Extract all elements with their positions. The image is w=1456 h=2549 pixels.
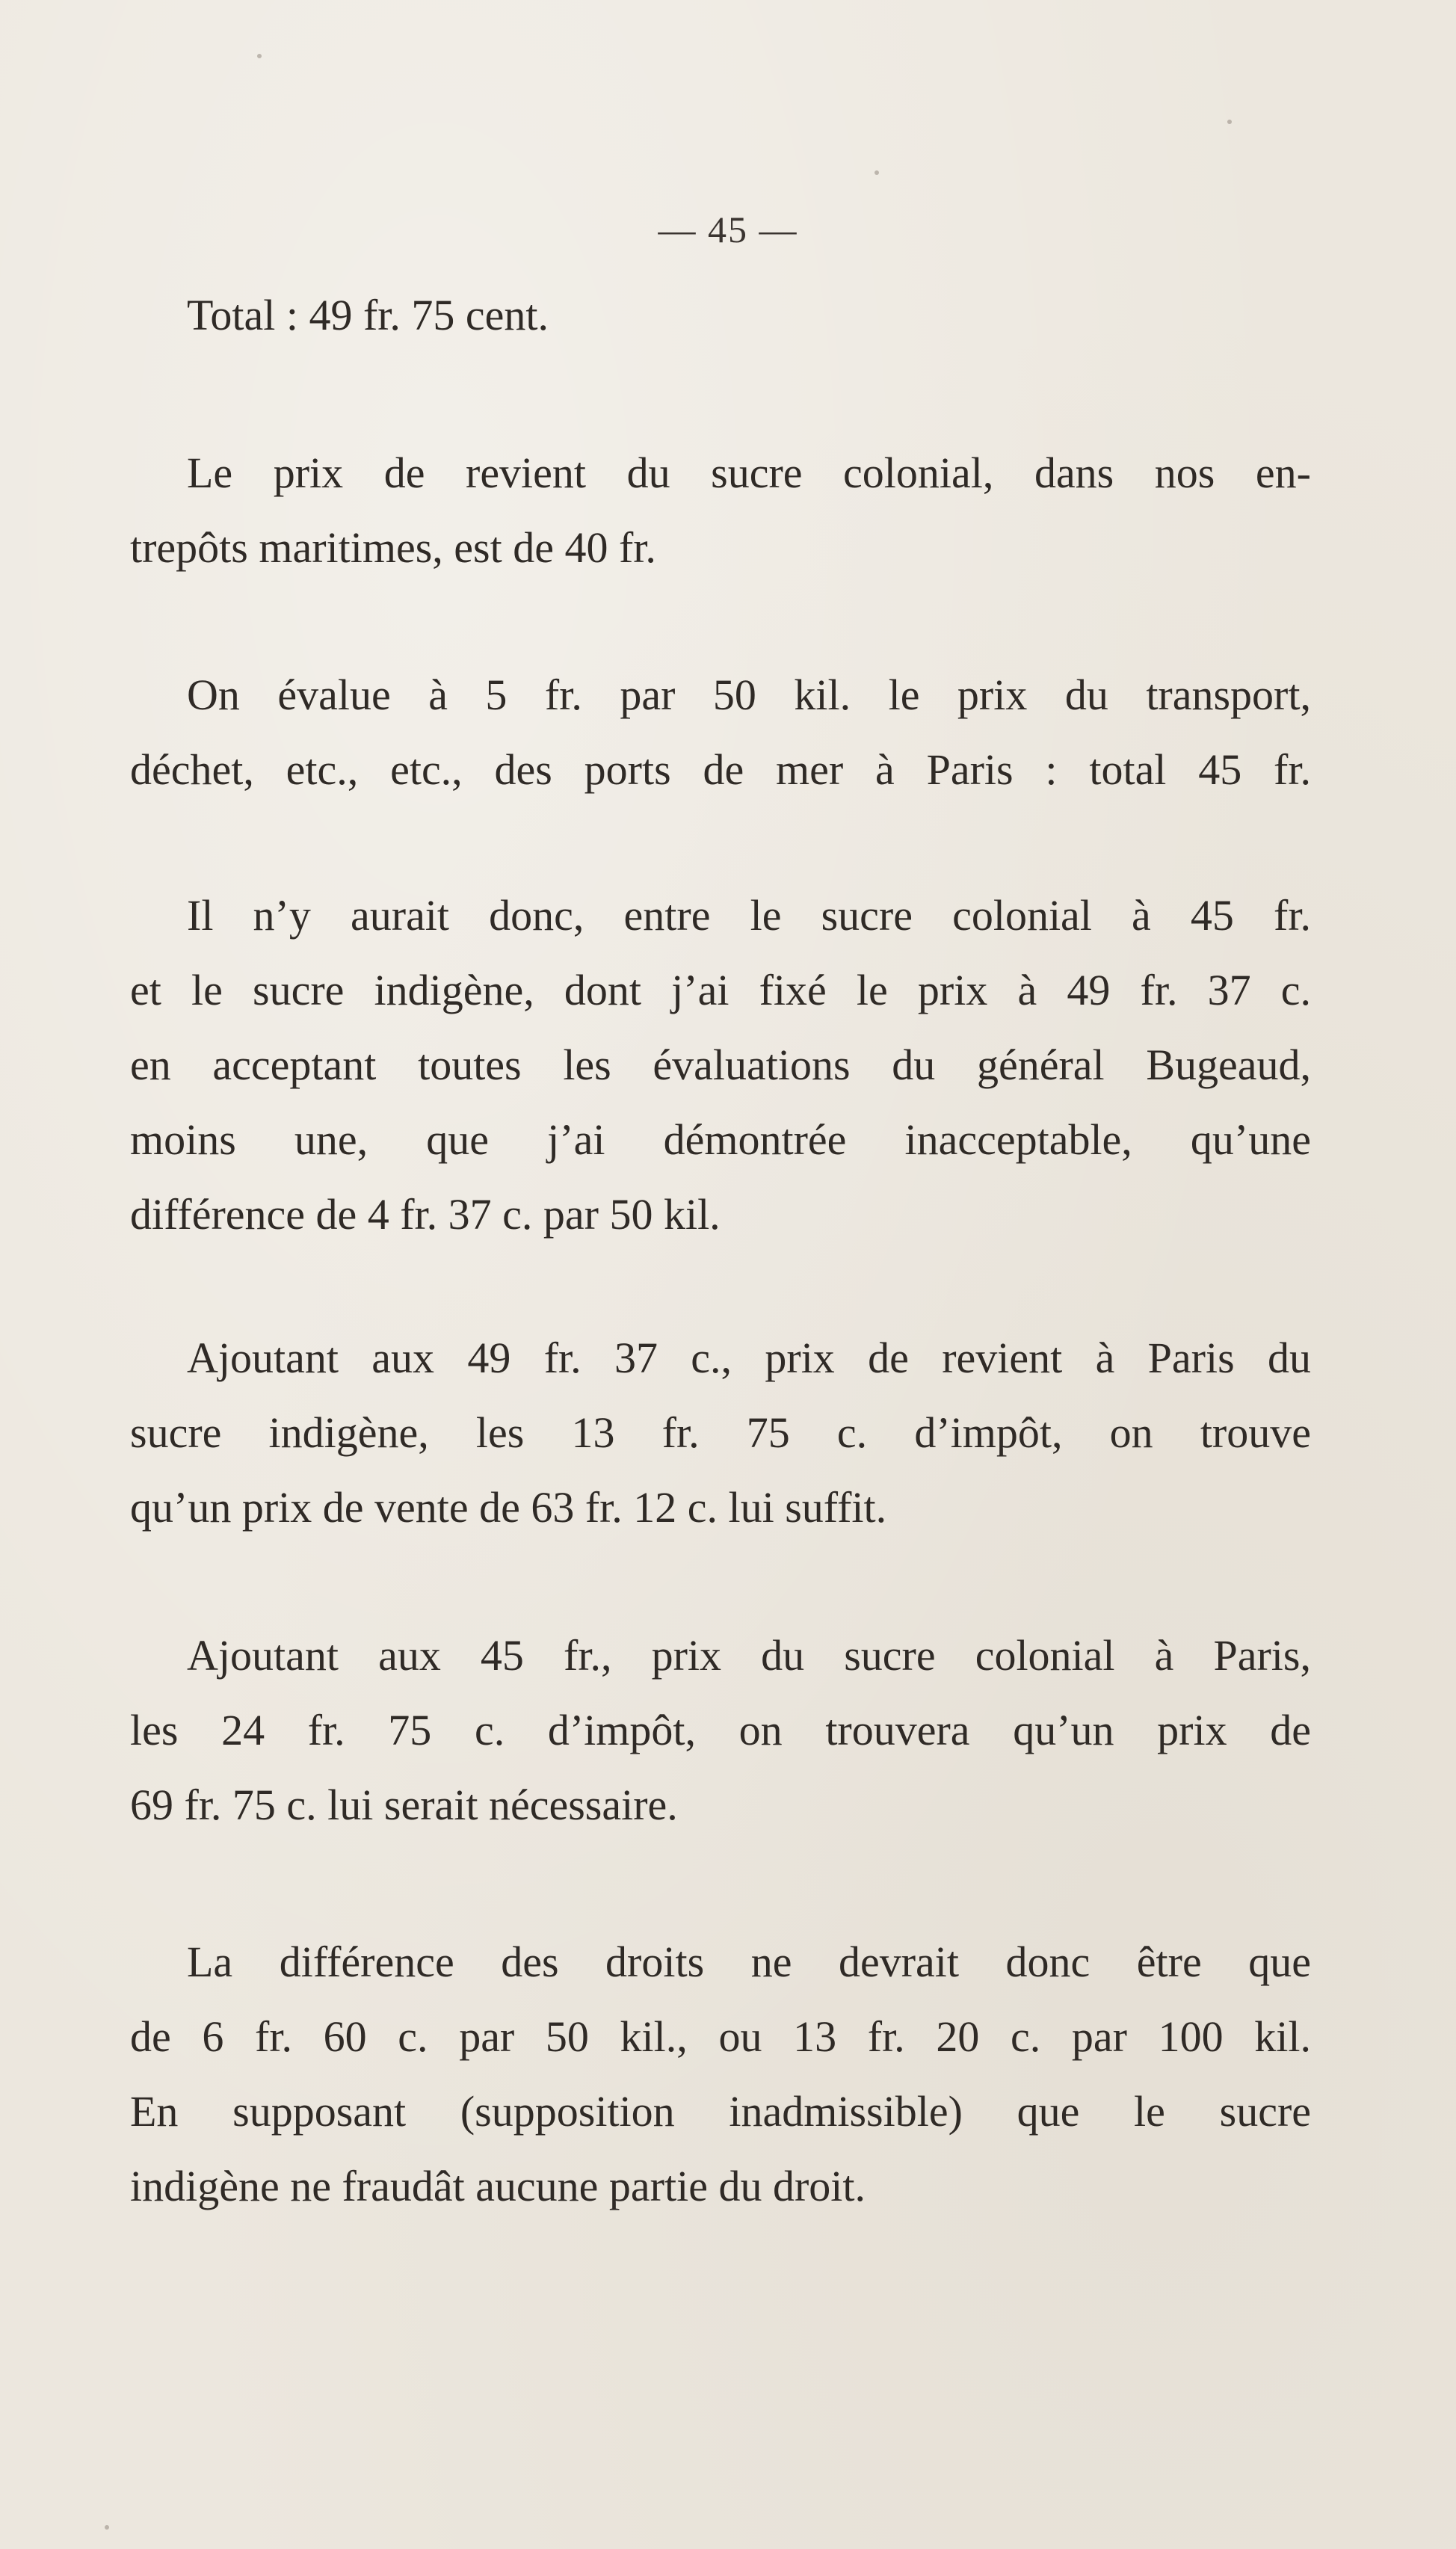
paragraph-duty-difference	[130, 1925, 1311, 2224]
paragraph-colonial-sugar	[130, 1618, 1311, 1843]
paragraph-transport	[130, 658, 1311, 807]
text-line: Il n’y aurait donc, entre le sucre colonial à 45 fr.	[187, 891, 1311, 940]
text-line: La différence des droits ne devrait donc être que	[187, 1938, 1311, 1986]
text-line: moins une, que j’ai démontrée inacceptable, qu’une	[130, 1115, 1311, 1164]
text-line: Le prix de revient du sucre colonial, dans nos en-	[187, 449, 1311, 497]
paragraph-difference	[130, 878, 1311, 1252]
paragraph-colonial-price	[130, 436, 1311, 585]
paragraph-indigenous-sugar	[130, 1321, 1311, 1545]
text-line: On évalue à 5 fr. par 50 kil. le prix du transport,	[187, 671, 1311, 719]
text-line: déchet, etc., etc., des ports de mer à Paris : total 45 fr.	[130, 745, 1311, 794]
text-line: en acceptant toutes les évaluations du général Bugeaud,	[130, 1041, 1311, 1089]
text-line: de 6 fr. 60 c. par 50 kil., ou 13 fr. 20 c. par 100 kil.	[130, 2012, 1311, 2061]
paper-speck	[1227, 120, 1232, 124]
text-line: différence de 4 fr. 37 c. par 50 kil.	[130, 1190, 721, 1239]
paper-speck	[874, 170, 879, 175]
text-line: indigène ne fraudât aucune partie du droit.	[130, 2162, 866, 2210]
text-line: qu’un prix de vente de 63 fr. 12 c. lui suffit.	[130, 1483, 887, 1532]
text-line: les 24 fr. 75 c. d’impôt, on trouvera qu’un prix de	[130, 1706, 1311, 1754]
text-line: sucre indigène, les 13 fr. 75 c. d’impôt, on trouve	[130, 1408, 1311, 1457]
text-line: Ajoutant aux 49 fr. 37 c., prix de revient à Paris du	[187, 1334, 1311, 1382]
paper-speck	[105, 2525, 109, 2530]
text-line: 69 fr. 75 c. lui serait nécessaire.	[130, 1781, 678, 1829]
text-line: et le sucre indigène, dont j’ai fixé le prix à 49 fr. 37 c.	[130, 966, 1311, 1014]
paragraph-total	[130, 278, 1311, 353]
paper-speck	[257, 54, 262, 58]
text-line: Total : 49 fr. 75 cent.	[187, 291, 549, 339]
text-line: En supposant (supposition inadmissible) que le sucre	[130, 2087, 1311, 2136]
page-number: — 45 —	[658, 209, 798, 250]
text-line: trepôts maritimes, est de 40 fr.	[130, 523, 656, 572]
text-line: Ajoutant aux 45 fr., prix du sucre colonial à Paris,	[187, 1631, 1311, 1680]
